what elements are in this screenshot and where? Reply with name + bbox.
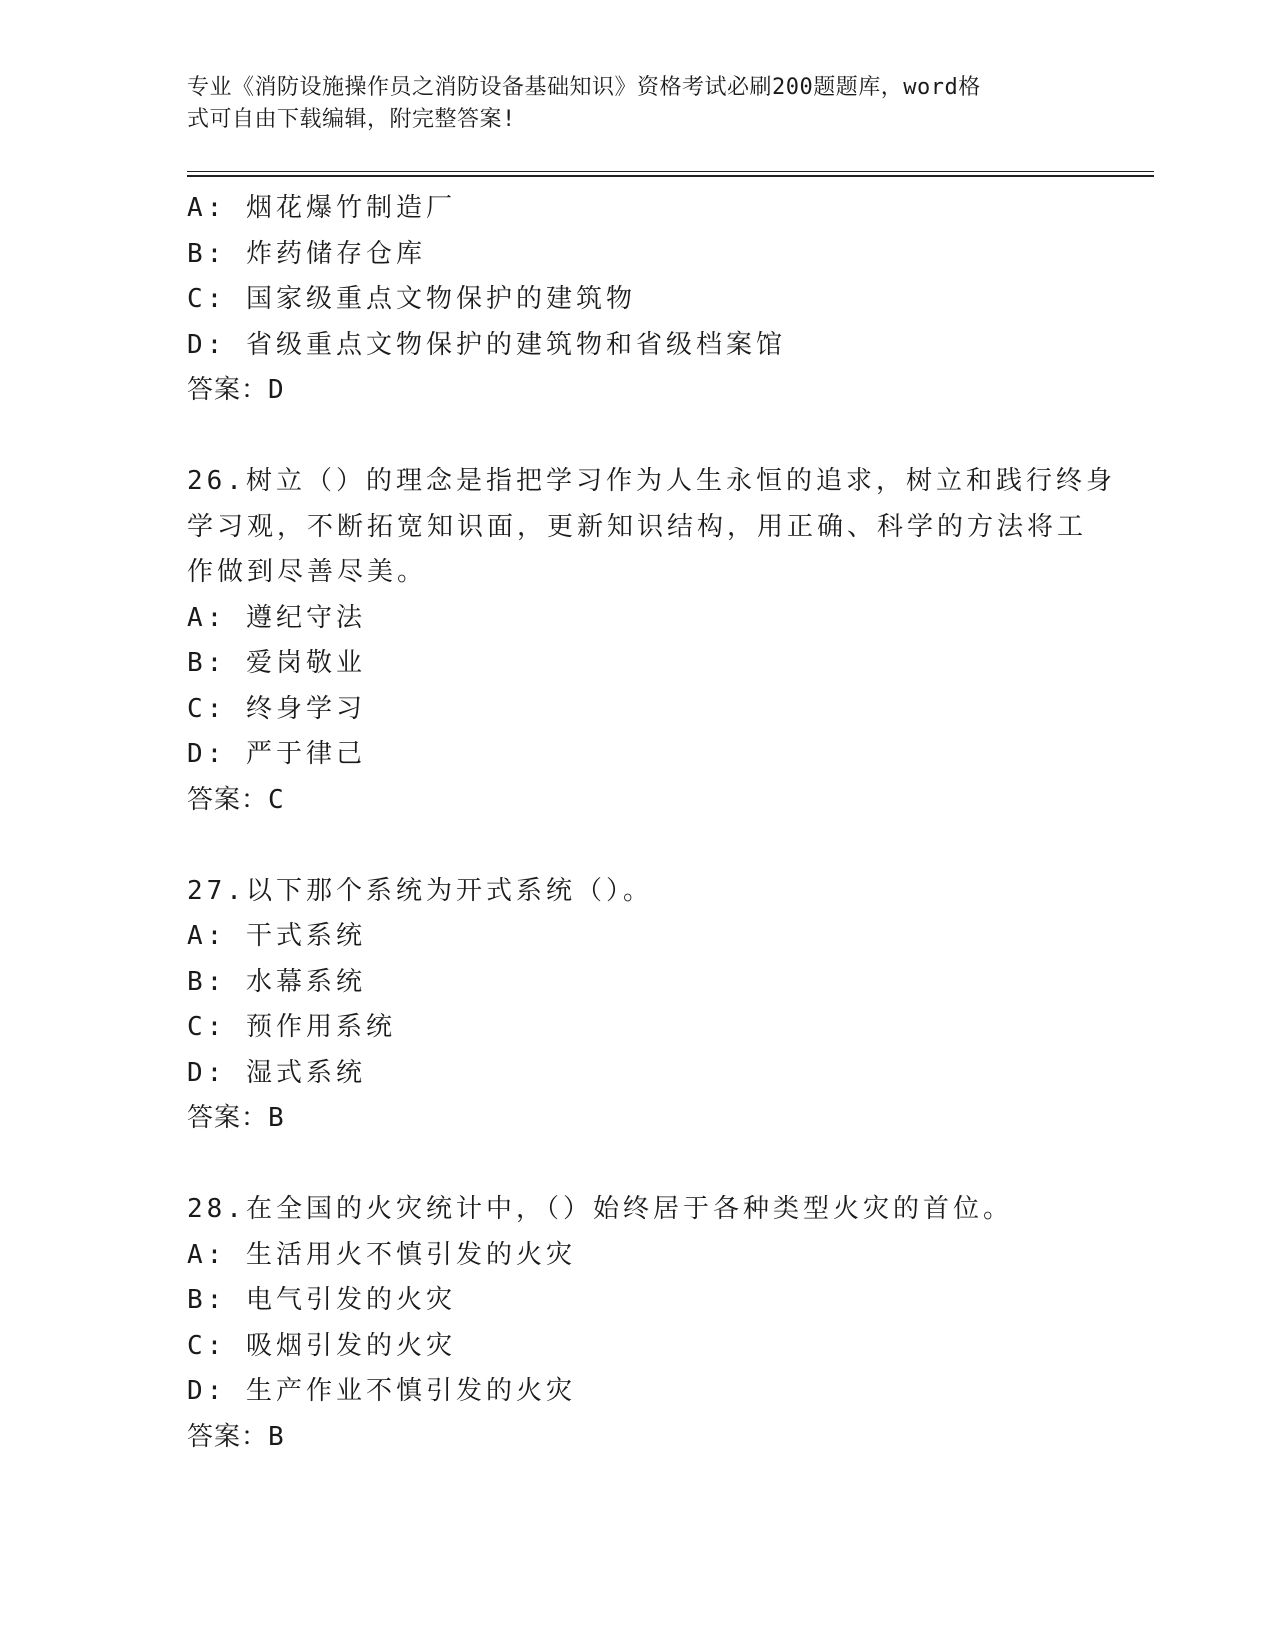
header-line-2: 式可自由下载编辑，附完整答案! bbox=[187, 107, 516, 132]
answer-line: 答案：C bbox=[187, 784, 285, 815]
answer-line: 答案：D bbox=[187, 375, 285, 405]
answer-line: 答案：B bbox=[187, 1103, 285, 1133]
question-item bbox=[187, 186, 1087, 414]
option-c: C: 国家级重点文物保护的建筑物 bbox=[187, 284, 636, 314]
option-b: B: 电气引发的火灾 bbox=[187, 1285, 456, 1315]
option-c: C: 预作用系统 bbox=[187, 1012, 396, 1042]
question-list bbox=[187, 186, 1116, 1460]
question-stem-line: 27.以下那个系统为开式系统（）。 bbox=[187, 875, 653, 906]
question-item bbox=[187, 869, 1087, 1142]
header-line-1: 专业《消防设施操作员之消防设备基础知识》资格考试必刷200题题库，word格 bbox=[187, 75, 981, 100]
option-c: C: 终身学习 bbox=[187, 693, 366, 724]
question-item bbox=[187, 459, 1116, 823]
header-divider-thin bbox=[187, 171, 1154, 172]
question-stem-line: 26.树立（）的理念是指把学习作为人生永恒的追求，树立和践行终身 bbox=[187, 466, 1116, 496]
option-d: D: 生产作业不慎引发的火灾 bbox=[187, 1376, 576, 1406]
question-stem-line: 作做到尽善尽美。 bbox=[187, 557, 428, 587]
option-b: B: 水幕系统 bbox=[187, 966, 366, 997]
option-b: B: 炸药储存仓库 bbox=[187, 238, 426, 269]
spacer bbox=[187, 1142, 1087, 1188]
question-item bbox=[187, 1187, 1087, 1460]
option-a: A: 遵纪守法 bbox=[187, 602, 366, 633]
option-a: A: 干式系统 bbox=[187, 921, 366, 951]
option-d: D: 严于律己 bbox=[187, 739, 366, 769]
option-d: D: 湿式系统 bbox=[187, 1057, 366, 1088]
spacer bbox=[187, 414, 1087, 460]
option-d: D: 省级重点文物保护的建筑物和省级档案馆 bbox=[187, 329, 786, 360]
option-c: C: 吸烟引发的火灾 bbox=[187, 1330, 456, 1361]
spacer bbox=[187, 823, 1087, 869]
option-a: A: 烟花爆竹制造厂 bbox=[187, 193, 456, 223]
question-stem-line: 学习观，不断拓宽知识面，更新知识结构，用正确、科学的方法将工 bbox=[187, 511, 1088, 542]
option-b: B: 爱岗敬业 bbox=[187, 648, 366, 678]
answer-line: 答案：B bbox=[187, 1421, 285, 1452]
question-stem-line: 28.在全国的火灾统计中，（）始终居于各种类型火灾的首位。 bbox=[187, 1194, 1013, 1224]
option-a: A: 生活用火不慎引发的火灾 bbox=[187, 1239, 576, 1270]
header-divider-thick bbox=[187, 175, 1154, 177]
document-header bbox=[187, 72, 1067, 136]
